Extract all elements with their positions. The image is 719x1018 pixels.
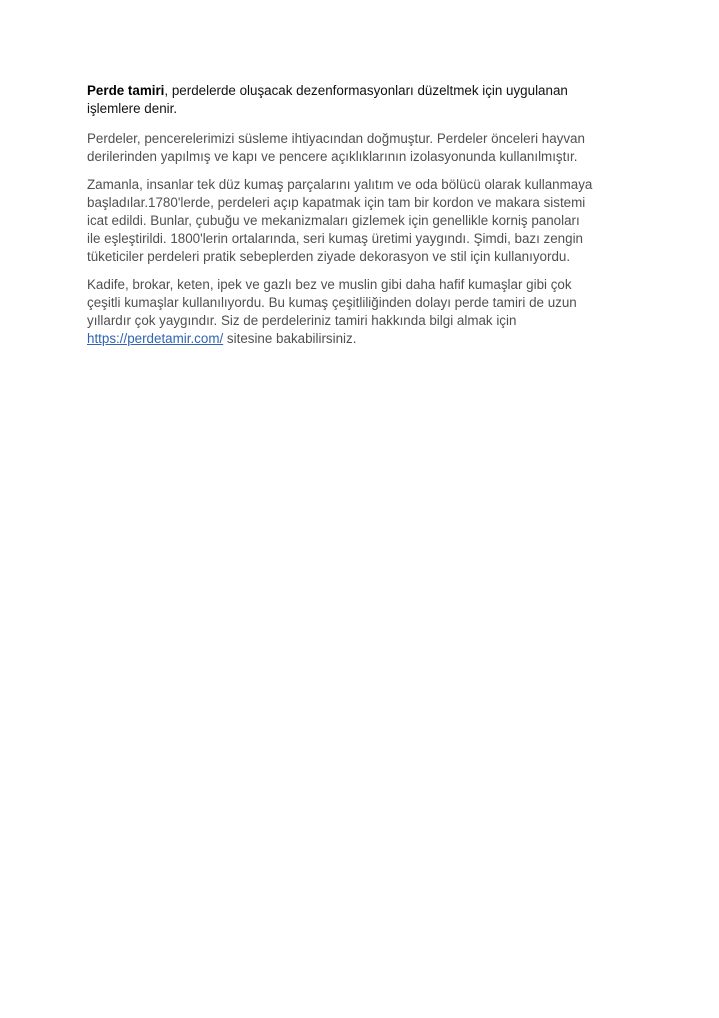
evolution-line: tüketiciler perdeleri pratik sebeplerden ziyade dekorasyon ve stil için kullanıyordu.	[87, 249, 571, 264]
evolution-paragraph	[87, 176, 635, 266]
evolution-line: başladılar.1780'lerde, perdeleri açıp kapatmak için tam bir kordon ve makara sistemi	[87, 195, 586, 210]
intro-line-1-text: , perdelerde oluşacak dezenformasyonları düzeltmek için uygulanan	[164, 83, 568, 98]
intro-bold-term: Perde tamiri	[87, 83, 165, 98]
fabrics-paragraph	[87, 276, 635, 348]
history-line: Perdeler, pencerelerimizi süsleme ihtiyacından doğmuştur. Perdeler önceleri hayvan	[87, 131, 585, 146]
document-body	[87, 82, 635, 358]
perdetamir-link[interactable]: https://perdetamir.com/	[87, 331, 224, 346]
intro-paragraph	[87, 82, 635, 118]
fabrics-line: Kadife, brokar, keten, ipek ve gazlı bez ve muslin gibi daha hafif kumaşlar gibi çok	[87, 277, 572, 292]
intro-line-2-text: işlemlere denir.	[87, 101, 178, 116]
fabrics-closing-text: sitesine bakabilirsiniz.	[223, 331, 357, 346]
evolution-line: ile eşleştirildi. 1800'lerin ortalarında, seri kumaş üretimi yaygındı. Şimdi, bazı zengin	[87, 231, 584, 246]
fabrics-line: yıllardır çok yaygındır. Siz de perdeleriniz tamiri hakkında bilgi almak için	[87, 313, 517, 328]
fabrics-line: çeşitli kumaşlar kullanılıyordu. Bu kumaş çeşitliliğinden dolayı perde tamiri de uzun	[87, 295, 577, 310]
history-paragraph	[87, 130, 635, 166]
evolution-line: Zamanla, insanlar tek düz kumaş parçalarını yalıtım ve oda bölücü olarak kullanmaya	[87, 177, 593, 192]
history-line: derilerinden yapılmış ve kapı ve pencere açıklıklarının izolasyonunda kullanılmıştır.	[87, 149, 578, 164]
evolution-line: icat edildi. Bunlar, çubuğu ve mekanizmaları gizlemek için genellikle korniş panoları	[87, 213, 580, 228]
